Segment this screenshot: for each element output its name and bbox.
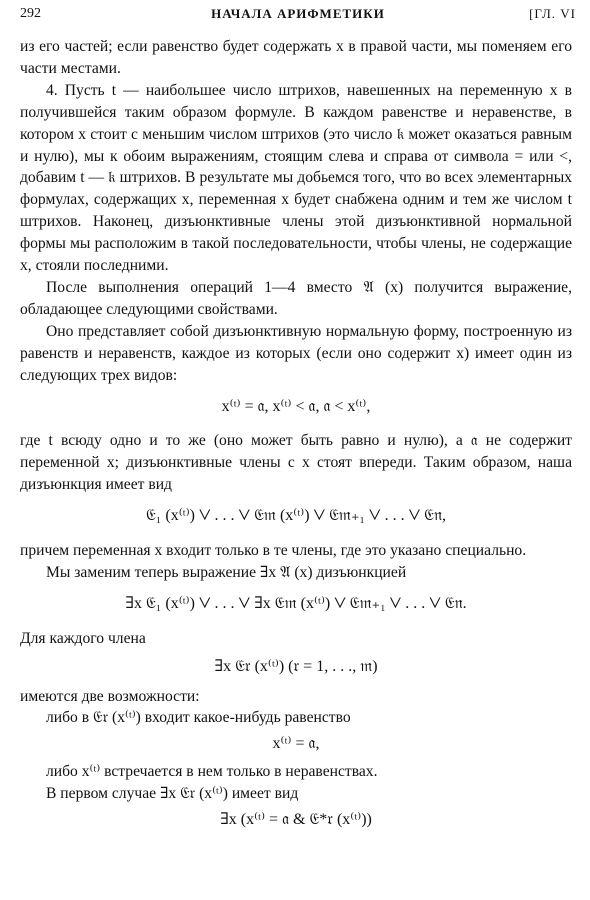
chapter-label: [ГЛ. VI bbox=[529, 6, 576, 21]
formula-equality: x⁽ᵗ⁾ = 𝔞, bbox=[272, 735, 320, 753]
paragraph-1: из его частей; если равенство будет содержать x в правой части, мы поменяем его части местами. bbox=[20, 38, 572, 77]
paragraph-11: либо x⁽ᵗ⁾ встречается в нем только в неравенствах. bbox=[46, 763, 378, 781]
paragraph-10: либо в 𝔈𝔯 (x⁽ᵗ⁾) входит какое-нибудь равенство bbox=[46, 709, 351, 727]
paragraph-4: Оно представляет собой дизъюнктивную нормальную форму, построенную из равенств и неравенств, каждое из которых (если оно содержит x) имеет один из следующих трех видов: bbox=[20, 322, 572, 384]
paragraph-5: где t всюду одно и то же (оно может быть равно и нулю), а 𝔞 не содержит переменной x; дизъюнктивные члены с x стоят впереди. Таким образом, наша дизъюнкция имеет вид bbox=[20, 432, 572, 494]
formula-member: ∃x 𝔈𝔯 (x⁽ᵗ⁾) (𝔯 = 1, . . ., 𝔪) bbox=[214, 657, 378, 675]
formula-forms: x⁽ᵗ⁾ = 𝔞, x⁽ᵗ⁾ < 𝔞, 𝔞 < x⁽ᵗ⁾, bbox=[221, 397, 371, 415]
page-body bbox=[20, 36, 572, 837]
paragraph-3: После выполнения операций 1—4 вместо 𝔄 (x) получится выражение, обладающее следующими свойствами. bbox=[20, 278, 572, 318]
paragraph-7: Мы заменим теперь выражение ∃x 𝔄 (x) дизъюнкцией bbox=[46, 563, 407, 581]
page-header bbox=[20, 6, 576, 28]
paragraph-6: причем переменная x входит только в те члены, где это указано специально. bbox=[20, 542, 527, 560]
paragraph-12: В первом случае ∃x 𝔈𝔯 (x⁽ᵗ⁾) имеет вид bbox=[46, 785, 299, 803]
page-number: 292 bbox=[20, 6, 41, 21]
formula-first-case: ∃x (x⁽ᵗ⁾ = 𝔞 & 𝔈*𝔯 (x⁽ᵗ⁾)) bbox=[220, 811, 372, 829]
formula-disjunction: 𝔈₁ (x⁽ᵗ⁾) ⋁ . . . ⋁ 𝔈𝔪 (x⁽ᵗ⁾) ⋁ 𝔈𝔪₊₁ ⋁ . . . ⋁ 𝔈𝔫, bbox=[145, 507, 447, 525]
paragraph-9: имеются две возможности: bbox=[20, 687, 200, 705]
formula-exists-disjunction: ∃x 𝔈₁ (x⁽ᵗ⁾) ⋁ . . . ⋁ ∃x 𝔈𝔪 (x⁽ᵗ⁾) ⋁ 𝔈𝔪₊₁ ⋁ . . . ⋁ 𝔈𝔫. bbox=[125, 594, 467, 612]
running-title: НАЧАЛА АРИФМЕТИКИ bbox=[211, 6, 385, 21]
paragraph-2: 4. Пусть t — наибольшее число штрихов, навешенных на переменную x в получившейся таким образом формуле. В каждом равенстве и неравенстве, в котором x стоит с меньшим числом штрихов (это число 𝔨 может оказаться равным и нулю), мы к обоим выражениям, стоящим слева и справа от символа = или <, добавим t — 𝔨 штрихов. В результате мы добьемся того, что во всех элементарных формулах, содержащих x, переменная x будет снабжена одним и тем же числом t штрихов. Наконец, дизъюнктивные члены этой дизъюнктивной нормальной формы мы расположим в такой последовательности, чтобы члены, не содержащие x, стояли последними. bbox=[20, 81, 572, 275]
paragraph-8: Для каждого члена bbox=[20, 629, 146, 647]
